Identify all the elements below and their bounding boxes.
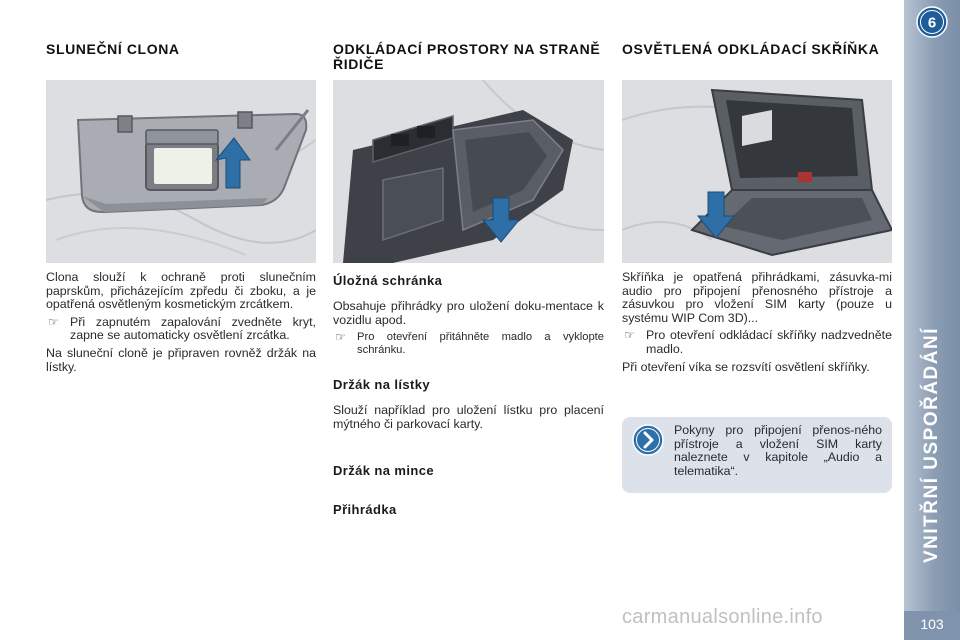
info-note-box	[622, 417, 892, 493]
storage-box-description: Obsahuje přihrádky pro uložení doku-mentace k vozidlu apod.	[333, 299, 604, 327]
watermark-text: carmanualsonline.info	[622, 606, 823, 628]
info-note-text: Pokyny pro připojení přenos-ného přístroje a vložení SIM karty naleznete v kapitole „Audio a telematika“.	[674, 423, 882, 478]
driver-storage-illustration	[333, 80, 603, 263]
storage-box-instruction	[333, 331, 604, 357]
sun-visor-ticket-holder-text: Na sluneční cloně je připraven rovněž držák na lístky.	[46, 345, 316, 374]
glovebox-lighting-text: Při otevření víka se rozsvítí osvětlení skříňky.	[622, 359, 870, 374]
page-number-box	[904, 611, 960, 640]
ticket-holder-description: Slouží například pro uložení lístku pro placení mýtného či parkovací karty.	[333, 403, 604, 431]
page-number: 103	[920, 616, 944, 632]
pointing-hand-icon: ☞	[48, 314, 59, 329]
coin-holder-heading: Držák na mince	[333, 463, 434, 479]
sun-visor-description: Clona slouží k ochraně proti slunečním paprskům, přicházejícím zpředu či zboku, a je opatřená osvětleným kosmetickým zrcátkem.	[46, 270, 316, 312]
section-title-driver-storage: ODKLÁDACÍ PROSTORY NA STRANĚ ŘIDIČE	[333, 41, 601, 72]
glovebox-description: Skříňka je opatřená přihrádkami, zásuvka-mi audio pro připojení přenosného přístroje a zásuvkou pro vložení SIM karty (pouze u systému WIP Com 3D)...	[622, 270, 892, 325]
pointing-hand-icon: ☞	[624, 328, 635, 343]
sun-visor-instruction	[46, 316, 316, 343]
chapter-title-vertical: VNITŘNÍ USPOŘÁDÁNÍ	[921, 326, 942, 564]
sun-visor-instruction-text: Při zapnutém zapalování zvedněte kryt, zapne se automaticky osvětlení zrcátka.	[70, 314, 316, 343]
storage-box-instruction-text: Pro otevření přitáhněte madlo a vyklopte schránku.	[357, 331, 604, 357]
chevron-right-circle-icon	[632, 424, 664, 456]
section-title-glovebox: OSVĚTLENÁ ODKLÁDACÍ SKŘÍŇKA	[622, 41, 880, 57]
compartment-heading: Přihrádka	[333, 502, 397, 518]
chapter-sidebar	[904, 0, 960, 640]
chapter-number: 6	[927, 14, 937, 32]
storage-box-heading: Úložná schránka	[333, 273, 443, 288]
sun-visor-illustration	[46, 80, 316, 263]
section-title-sun-visor: SLUNEČNÍ CLONA	[46, 41, 180, 57]
pointing-hand-icon: ☞	[335, 330, 346, 345]
glovebox-instruction-text: Pro otevření odkládací skříňky nadzvedněte madlo.	[646, 328, 892, 356]
glovebox-instruction	[622, 329, 892, 356]
glovebox-illustration	[622, 80, 892, 263]
ticket-holder-heading: Držák na lístky	[333, 377, 431, 393]
